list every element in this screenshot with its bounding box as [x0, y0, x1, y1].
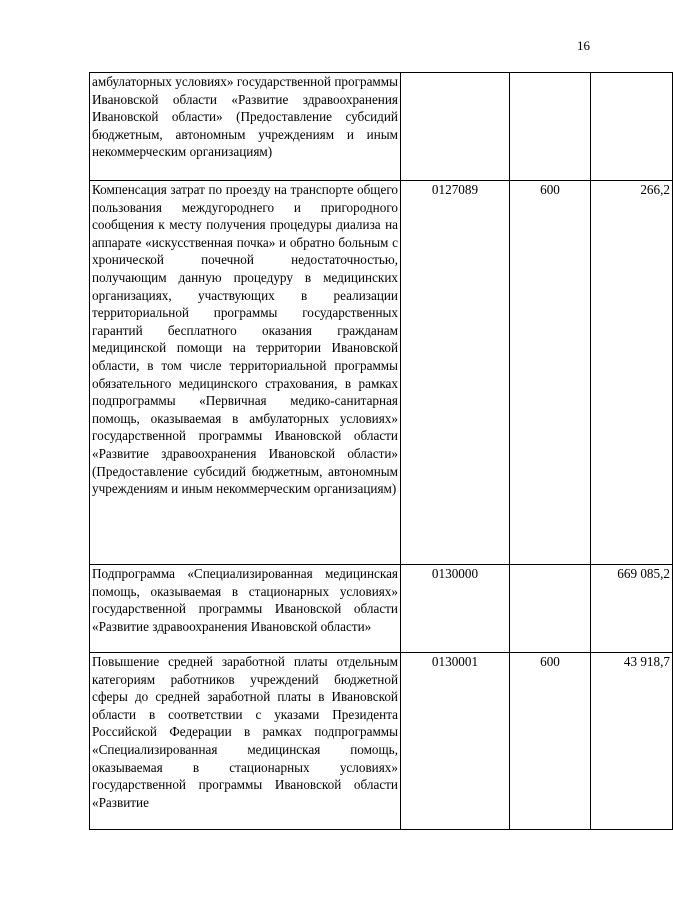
- row-description: Подпрограмма «Специализированная медицинская помощь, оказываемая в стационарных условиях» государственной программы Ивановской области «Развитие здравоохранения Ивановской области»: [90, 565, 401, 653]
- row-amount: 669 085,2: [591, 565, 673, 653]
- row-code: 0130001: [401, 653, 510, 830]
- row-expense-type: 600: [510, 181, 591, 565]
- row-expense-type: [510, 565, 591, 653]
- row-expense-type: [510, 73, 591, 181]
- row-code: 0130000: [401, 565, 510, 653]
- row-amount: 43 918,7: [591, 653, 673, 830]
- table-row: [90, 73, 673, 181]
- row-description: амбулаторных условиях» государственной программы Ивановской области «Развитие здравоохранения Ивановской области» (Предоставление субсидий бюджетным, автономным учреждениям и иным некоммерческим организациям): [90, 73, 401, 181]
- table-row: [90, 181, 673, 565]
- row-amount: 266,2: [591, 181, 673, 565]
- row-expense-type: 600: [510, 653, 591, 830]
- page-number: 16: [577, 38, 590, 53]
- row-code: 0127089: [401, 181, 510, 565]
- table-row: [90, 565, 673, 653]
- budget-table: [89, 72, 673, 830]
- row-code: [401, 73, 510, 181]
- row-amount: [591, 73, 673, 181]
- table-row: [90, 653, 673, 830]
- row-description: Повышение средней заработной платы отдельным категориям работников учреждений бюджетной сферы до средней заработной платы в Ивановской области в соответствии с указами Президента Российской Федерации в рамках подпрограммы «Специализированная медицинская помощь, оказываемая в стационарных условиях» государственной программы Ивановской области «Развитие: [90, 653, 401, 830]
- row-description: Компенсация затрат по проезду на транспорте общего пользования междугороднего и пригородного сообщения к месту получения процедуры диализа на аппарате «искусственная почка» и обратно больным с хронической почечной недостаточностью, получающим данную процедуру в медицинских организациях, участвующих в реализации территориальной программы государственных гарантий бесплатного оказания гражданам медицинской помощи на территории Ивановской области, в том числе территориальной программы обязательного медицинского страхования, в рамках подпрограммы «Первичная медико-санитарная помощь, оказываемая в амбулаторных условиях» государственной программы Ивановской области «Развитие здравоохранения Ивановской области» (Предоставление субсидий бюджетным, автономным учреждениям и иным некоммерческим организациям): [90, 181, 401, 565]
